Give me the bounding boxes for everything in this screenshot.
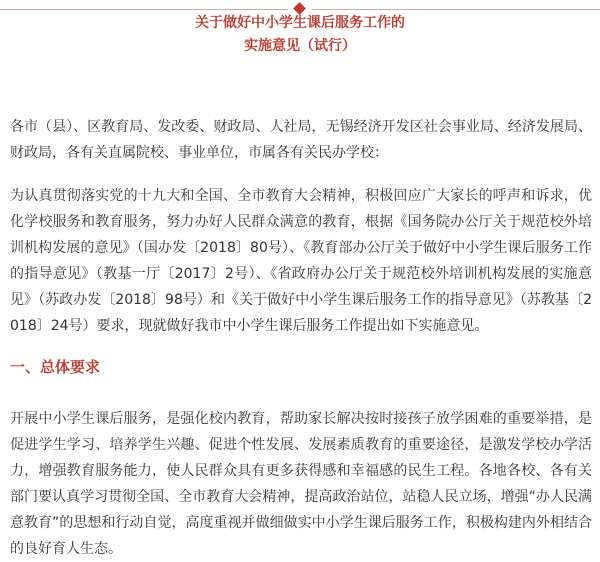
recipients-paragraph: 各市（县）、区教育局、发改委、财政局、人社局，无锡经济开发区社会事业局、经济发展局、财政局，各有关直属院校、事业单位，市属各有关民办学校： xyxy=(10,119,592,161)
decoration-line-right xyxy=(312,9,600,10)
intro-paragraph: 为认真贯彻落实党的十九大和全国、全市教育大会精神，积极回应广大家长的呼声和诉求，优化学校服务和教育服务，努力办好人民群众满意的教育，根据《国务院办公厅关于规范校外培训机构发展的意见》（国办发〔2018〕80号）、《教育部办公厅关于做好中小学生课后服务工作的指导意见》（教基一厅〔2017〕2号）、《省政府办公厅关于规范校外培训机构发展的实施意见》（苏政办发〔2018〕98号）和《关于做好中小学生课后服务工作的指导意见》（苏教基〔2018〕24号）要求，现就做好我市中小学生课后服务工作提出如下实施意见。 xyxy=(10,188,592,334)
section-heading-general-requirements: 一、总体要求 xyxy=(10,358,101,376)
document-title-line2: 实施意见（试行） xyxy=(244,38,356,54)
document-title-line1: 关于做好中小学生课后服务工作的 xyxy=(195,15,405,31)
decoration-line-left xyxy=(0,9,288,10)
section-body-paragraph: 开展中小学生课后服务，是强化校内教育，帮助家长解决按时接孩子放学困难的重要举措，是促进学生学习、培养学生兴趣、促进个性发展、发展素质教育的重要途径，是激发学校办学活力，增强教育服务能力，使人民群众具有更多获得感和幸福感的民生工程。各地各校、各有关部门要认真学习贯彻全国、全市教育大会精神，提高政治站位，站稳人民立场，增强“办人民满意教育”的思想和行动自觉，高度重视并做细做实中小学生课后服务工作，积极构建内外相结合的良好育人生态。 xyxy=(10,411,592,557)
